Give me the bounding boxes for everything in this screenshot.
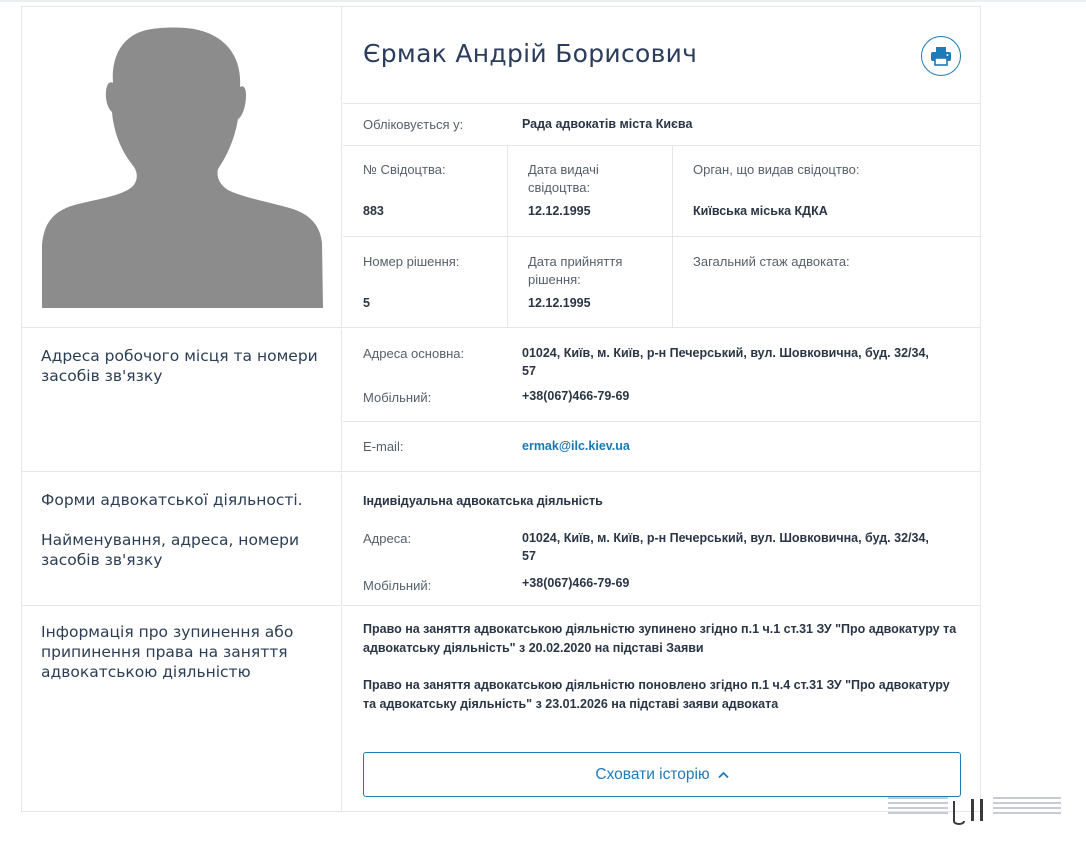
registration-value: Рада адвокатів міста Києва [522, 117, 693, 131]
top-divider [0, 0, 1086, 2]
practice-section [22, 473, 980, 606]
certificate-date-value: 12.12.1995 [528, 204, 591, 218]
certificate-issuer-label: Орган, що видав свідоцтво: [693, 162, 860, 177]
practice-mobile-label: Мобільний: [363, 578, 432, 593]
lawyer-profile-card [21, 6, 981, 812]
workplace-title: Адреса робочого місця та номери засобів зв'язку [41, 347, 318, 385]
print-button[interactable] [921, 36, 961, 76]
email-label: E-mail: [363, 439, 404, 454]
practice-details [343, 473, 980, 605]
decision-number-value: 5 [363, 296, 370, 310]
practice-form-value: Індивідуальна адвокатська діяльність [363, 494, 603, 508]
suspension-title-column [22, 607, 342, 811]
practice-title: Форми адвокатської діяльності. [41, 491, 303, 509]
divider [343, 145, 980, 146]
workplace-title-column [22, 329, 342, 471]
suspension-details [343, 607, 980, 811]
practice-address-value: 01024, Київ, м. Київ, р-н Печерський, вул. Шовковична, буд. 32/34, 57 [522, 531, 929, 563]
decision-date-value: 12.12.1995 [528, 296, 591, 310]
workplace-details [343, 329, 980, 471]
divider [343, 421, 980, 422]
profile-details [343, 7, 980, 327]
certificate-issuer-value: Київська міська КДКА [693, 204, 828, 218]
practice-address-label: Адреса: [363, 531, 412, 546]
address-value: 01024, Київ, м. Київ, р-н Печерський, вул. Шовковична, буд. 32/34, 57 [522, 346, 929, 378]
workplace-section [22, 329, 980, 472]
divider [343, 103, 980, 104]
decision-number-label: Номер рішення: [363, 254, 460, 269]
address-label: Адреса основна: [363, 346, 465, 361]
practice-title-column [22, 473, 342, 605]
certificate-number-label: № Свідоцтва: [363, 162, 446, 177]
practice-subtitle: Найменування, адреса, номери засобів зв'язку [41, 531, 300, 569]
suspension-entry: Право на заняття адвокатською діяльністю зупинено згідно п.1 ч.1 ст.31 ЗУ "Про адвокатуру та адвокатську діяльність" з 20.02.2020 на підставі Заяви [363, 622, 957, 655]
registration-label: Обліковується у: [363, 117, 464, 132]
experience-label: Загальний стаж адвоката: [693, 254, 850, 269]
divider [343, 236, 980, 237]
renewal-entry: Право на заняття адвокатською діяльністю поновлено згідно п.1 ч.4 ст.31 ЗУ "Про адвокатуру та адвокатську діяльність" з 23.01.2026 на підставі заяви адвоката [363, 678, 950, 711]
hide-history-button[interactable] [363, 752, 961, 797]
avatar-column [22, 7, 342, 327]
email-link[interactable]: ermak@ilc.kiev.ua [522, 439, 630, 453]
mobile-label: Мобільний: [363, 390, 432, 405]
watermark-logo [888, 795, 1063, 827]
mobile-value: +38(067)466-79-69 [522, 389, 630, 403]
person-silhouette-icon [42, 27, 323, 308]
suspension-section [22, 607, 980, 811]
chevron-up-icon [718, 766, 729, 784]
suspension-title: Інформація про зупинення або припинення права на заняття адвокатською діяльністю [41, 623, 294, 681]
profile-header-section [22, 7, 980, 328]
decision-date-label: Дата прийняття рішення: [528, 254, 623, 287]
practice-mobile-value: +38(067)466-79-69 [522, 576, 630, 590]
printer-icon [930, 46, 952, 66]
hide-history-label: Сховати історію [595, 765, 710, 783]
certificate-date-label: Дата видачі свідоцтва: [528, 162, 599, 195]
certificate-number-value: 883 [363, 204, 384, 218]
lawyer-name: Єрмак Андрій Борисович [363, 39, 698, 68]
